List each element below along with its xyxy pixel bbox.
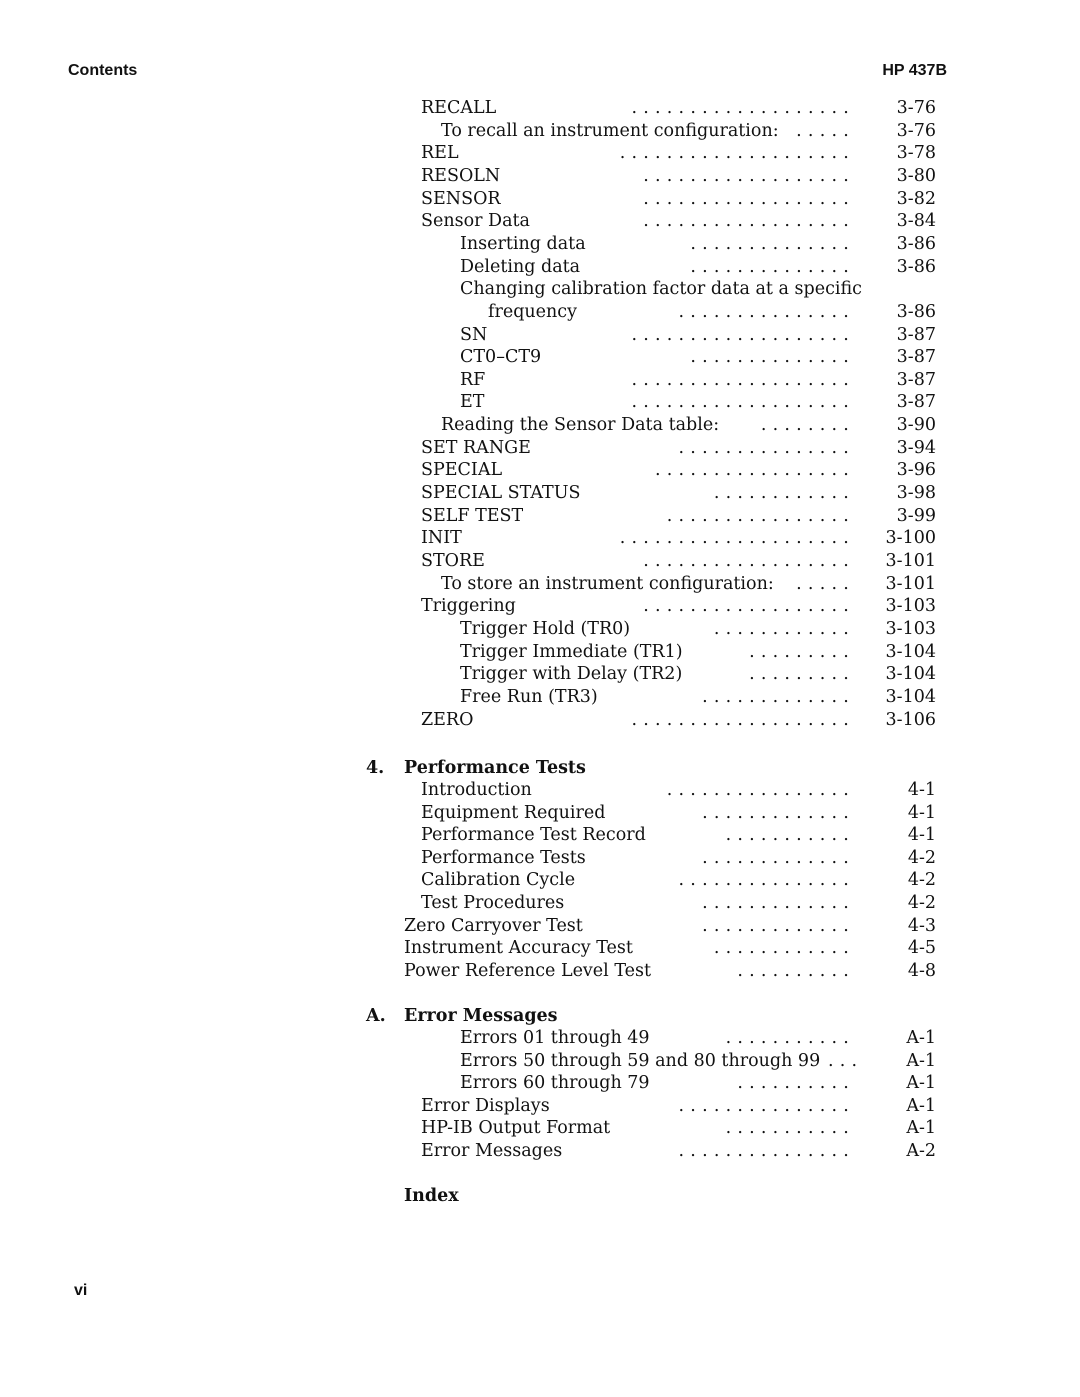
entry-title: CT0–CT9 — [460, 347, 542, 368]
entry-page-number: A-1 — [906, 1028, 936, 1048]
entry-title: INIT — [421, 528, 462, 549]
dot-leader: ................... — [631, 98, 855, 118]
dot-leader: ............. — [702, 893, 855, 913]
toc-entry — [0, 891, 1080, 915]
toc-entry — [0, 526, 1080, 550]
running-header-right: HP 437B — [882, 62, 947, 79]
toc-entry — [0, 209, 1080, 233]
dot-leader: .................... — [619, 143, 855, 164]
entry-title: SPECIAL STATUS — [421, 483, 581, 504]
toc-entry — [0, 458, 1080, 482]
entry-page-number: 4-2 — [907, 893, 936, 913]
dot-leader: ......... — [749, 641, 855, 662]
entry-title: SELF TEST — [421, 505, 524, 526]
dot-leader: ................... — [631, 392, 855, 413]
dot-leader: .................... — [619, 528, 855, 549]
toc-entry — [0, 390, 1080, 414]
toc-entry — [0, 141, 1080, 165]
dot-leader: ................ — [666, 505, 855, 526]
toc-entry — [0, 936, 1080, 960]
entry-title: Trigger Hold (TR0) — [460, 618, 631, 639]
toc-entry — [0, 1026, 1080, 1050]
entry-title: Reading the Sensor Data table: — [441, 415, 720, 436]
toc-entry — [0, 640, 1080, 664]
dot-leader: .......... — [737, 1073, 855, 1094]
dot-leader: ............ — [713, 938, 855, 959]
dot-leader: ................... — [631, 709, 855, 730]
entry-page-number: 3-100 — [885, 528, 936, 549]
toc-entry — [0, 572, 1080, 596]
toc-entry — [0, 823, 1080, 847]
entry-title: Performance Test Record — [421, 825, 646, 846]
dot-leader: ........... — [725, 1118, 855, 1139]
dot-leader: ............ — [713, 618, 855, 639]
entry-title: Deleting data — [460, 256, 581, 277]
toc-entry — [0, 187, 1080, 211]
entry-title: Errors 50 through 59 and 80 through 99 — [460, 1050, 821, 1071]
dot-leader: ............... — [678, 1141, 855, 1161]
entry-page-number: 4-1 — [907, 802, 936, 823]
entry-page-number: 3-86 — [896, 256, 936, 277]
toc-entry — [0, 345, 1080, 369]
dot-leader: ............... — [678, 301, 855, 322]
entry-title: Trigger with Delay (TR2) — [460, 664, 683, 685]
dot-leader: ........... — [725, 825, 855, 846]
toc-entry — [0, 685, 1080, 709]
entry-title: Error Displays — [421, 1095, 550, 1116]
toc-entry — [0, 96, 1080, 120]
dot-leader: .................. — [643, 188, 855, 209]
toc-entry — [0, 481, 1080, 505]
entry-page-number: 3-87 — [896, 369, 936, 390]
toc-entry — [0, 868, 1080, 892]
toc-entry — [0, 1116, 1080, 1140]
entry-title: RF — [460, 369, 486, 390]
toc-entry — [0, 436, 1080, 460]
entry-page-number: 3-86 — [896, 233, 936, 254]
entry-page-number: 4-2 — [907, 847, 936, 868]
entry-page-number: 3-98 — [896, 483, 936, 504]
toc-entry — [0, 846, 1080, 870]
dot-leader: .............. — [690, 256, 855, 277]
entry-title: Trigger Immediate (TR1) — [460, 641, 683, 662]
dot-leader: .................. — [643, 211, 855, 232]
dot-leader: ................. — [655, 460, 855, 481]
entry-title: Inserting data — [460, 233, 586, 254]
entry-page-number: 3-104 — [885, 664, 936, 685]
entry-title: Sensor Data — [421, 211, 530, 232]
toc-entry — [0, 617, 1080, 641]
entry-page-number: 3-87 — [896, 324, 936, 345]
entry-page-number: 3-96 — [896, 460, 936, 481]
dot-leader: ............. — [702, 915, 855, 936]
dot-leader: .......... — [737, 960, 855, 981]
toc-entry — [0, 708, 1080, 732]
toc-entry — [0, 413, 1080, 437]
section-title: Error Messages — [404, 1006, 558, 1026]
entry-title: Free Run (TR3) — [460, 686, 598, 707]
dot-leader: ..... — [796, 120, 855, 141]
entry-page-number: 4-1 — [907, 825, 936, 846]
entry-page-number: 4-1 — [907, 780, 936, 800]
entry-title: ZERO — [421, 709, 474, 730]
entry-title: To store an instrument configuration: — [441, 573, 774, 594]
entry-page-number: 3-84 — [896, 211, 936, 232]
toc-entry — [0, 801, 1080, 825]
toc-entry — [0, 300, 1080, 324]
entry-title: REL — [421, 143, 459, 164]
dot-leader: ............... — [678, 870, 855, 891]
toc-entry — [0, 662, 1080, 686]
entry-title: Error Messages — [421, 1141, 563, 1161]
toc-entry — [0, 504, 1080, 528]
entry-title: HP-IB Output Format — [421, 1118, 611, 1139]
entry-title: Introduction — [421, 780, 532, 800]
page-folio: vi — [74, 1282, 88, 1299]
dot-leader: .............. — [690, 233, 855, 254]
toc-entry — [0, 232, 1080, 256]
dot-leader: ................... — [631, 324, 855, 345]
entry-page-number: 4-8 — [907, 960, 936, 981]
toc-entry — [0, 368, 1080, 392]
entry-title: SN — [460, 324, 488, 345]
entry-page-number: 3-104 — [885, 641, 936, 662]
entry-title: frequency — [488, 301, 577, 322]
entry-title: Performance Tests — [421, 847, 586, 868]
dot-leader: ............. — [702, 847, 855, 868]
entry-title: Errors 60 through 79 — [460, 1073, 650, 1094]
dot-leader: ............. — [702, 802, 855, 823]
toc-entry — [0, 594, 1080, 618]
entry-title: SET RANGE — [421, 437, 531, 458]
toc-entry — [0, 1094, 1080, 1118]
entry-page-number: 3-104 — [885, 686, 936, 707]
toc-entry — [0, 119, 1080, 143]
entry-page-number: 3-76 — [896, 98, 936, 118]
section-number: 4. — [366, 758, 385, 778]
entry-title: Calibration Cycle — [421, 870, 576, 891]
dot-leader: .............. — [690, 347, 855, 368]
dot-leader: ..... — [796, 573, 855, 594]
entry-title: RECALL — [421, 98, 497, 118]
dot-leader: ......... — [749, 664, 855, 685]
toc-entry — [0, 549, 1080, 573]
entry-page-number: 4-2 — [907, 870, 936, 891]
dot-leader: ................... — [631, 369, 855, 390]
dot-leader: .................. — [643, 165, 855, 186]
toc-entry — [0, 255, 1080, 279]
toc-entry — [0, 778, 1080, 802]
dot-leader: ........ — [760, 415, 855, 436]
entry-page-number: 4-5 — [907, 938, 936, 959]
entry-title: To recall an instrument configuration: — [441, 120, 779, 141]
entry-page-number: 3-87 — [896, 347, 936, 368]
dot-leader: .................. — [643, 551, 855, 571]
entry-page-number: 4-3 — [907, 915, 936, 936]
section-number: A. — [366, 1006, 386, 1026]
entry-page-number: 3-101 — [885, 573, 936, 594]
entry-page-number: A-2 — [906, 1141, 936, 1161]
entry-title: RESOLN — [421, 165, 501, 186]
toc-entry — [0, 1139, 1080, 1163]
entry-title: ET — [460, 392, 485, 413]
entry-page-number: 3-94 — [896, 437, 936, 458]
dot-leader: ................ — [666, 780, 855, 800]
entry-page-number: 3-78 — [896, 143, 936, 164]
toc-entry — [0, 1071, 1080, 1095]
toc-entry — [0, 1049, 1080, 1073]
entry-title: Changing calibration factor data at a specific — [460, 279, 862, 300]
entry-page-number: 3-103 — [885, 596, 936, 617]
entry-page-number: 3-80 — [896, 165, 936, 186]
entry-page-number: 3-86 — [896, 301, 936, 322]
running-header-left: Contents — [68, 62, 138, 79]
entry-page-number: A-1 — [906, 1050, 936, 1071]
dot-leader: ........... — [725, 1028, 855, 1048]
entry-page-number: A-1 — [906, 1118, 936, 1139]
entry-page-number: 3-87 — [896, 392, 936, 413]
entry-page-number: 3-90 — [896, 415, 936, 436]
dot-leader: ............. — [702, 686, 855, 707]
dot-leader: ............... — [678, 1095, 855, 1116]
dot-leader: .................. — [643, 596, 855, 617]
toc-entry — [0, 914, 1080, 938]
dot-leader: ............... — [678, 437, 855, 458]
toc-entry — [0, 164, 1080, 188]
entry-title: Test Procedures — [421, 893, 565, 913]
entry-title: Triggering — [421, 596, 516, 617]
entry-title: Power Reference Level Test — [404, 960, 652, 981]
toc-entry — [0, 323, 1080, 347]
toc-entry — [0, 277, 1080, 301]
entry-title: SPECIAL — [421, 460, 503, 481]
entry-title: STORE — [421, 551, 485, 571]
dot-leader: ... — [828, 1050, 864, 1071]
entry-page-number: 3-101 — [885, 551, 936, 571]
entry-title: Instrument Accuracy Test — [404, 938, 633, 959]
entry-page-number: A-1 — [906, 1095, 936, 1116]
index-title: Index — [404, 1186, 459, 1206]
entry-page-number: 3-99 — [896, 505, 936, 526]
entry-page-number: 3-106 — [885, 709, 936, 730]
section-title: Performance Tests — [404, 758, 586, 778]
entry-title: Errors 01 through 49 — [460, 1028, 650, 1048]
entry-page-number: 3-82 — [896, 188, 936, 209]
entry-title: SENSOR — [421, 188, 501, 209]
entry-page-number: 3-103 — [885, 618, 936, 639]
entry-page-number: 3-76 — [896, 120, 936, 141]
dot-leader: ............ — [713, 483, 855, 504]
entry-title: Equipment Required — [421, 802, 606, 823]
entry-page-number: A-1 — [906, 1073, 936, 1094]
toc-entry — [0, 959, 1080, 983]
entry-title: Zero Carryover Test — [404, 915, 583, 936]
